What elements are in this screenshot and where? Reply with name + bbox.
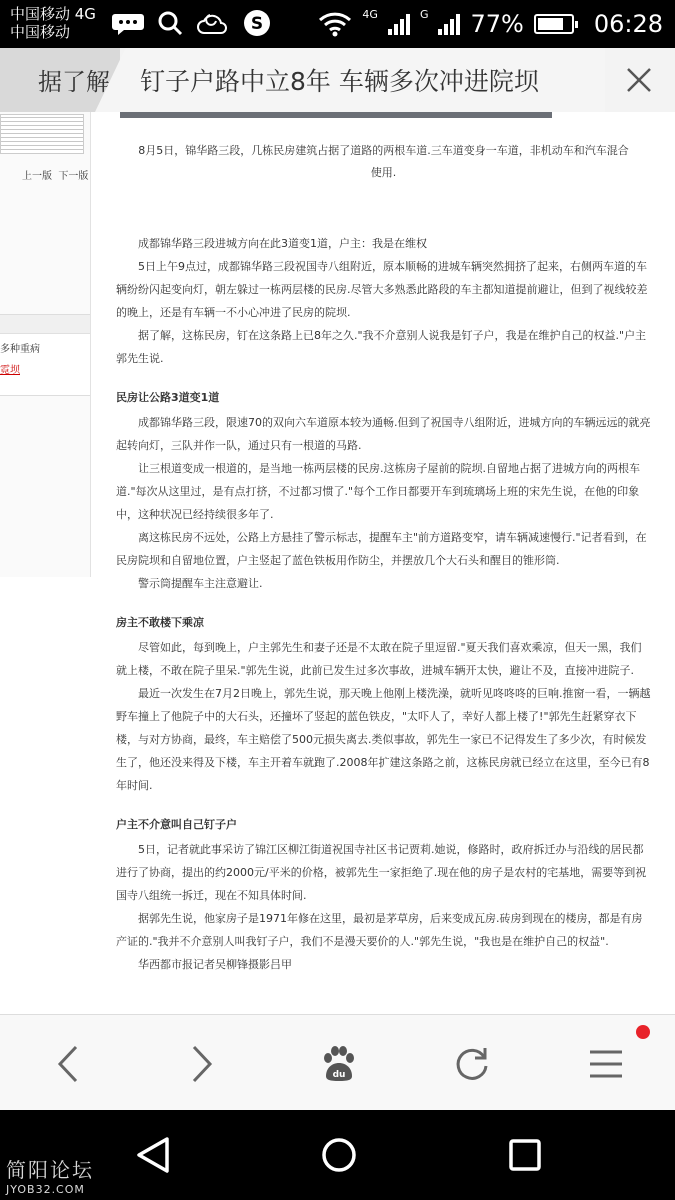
carrier-line-1: 中国移动 4G: [10, 5, 96, 23]
wifi-icon: [318, 11, 352, 37]
signal-label-g: G: [419, 7, 429, 21]
page-title: 钉子户路中立8年 车辆多次冲进院坝: [140, 67, 539, 96]
forum-watermark: [6, 1154, 94, 1196]
newspaper-thumbnail[interactable]: [0, 114, 84, 154]
left-rail: [0, 112, 91, 577]
watermark-title: 简阳论坛: [6, 1158, 94, 1182]
section-heading: 户主不介意叫自己钉子户: [116, 818, 237, 831]
related-box-header: [0, 315, 90, 334]
photo-caption: 8月5日，锦华路三段，几栋民房建筑占据了道路的两根车道.三车道变身一车道，非机动车和汽车混合使用.: [138, 144, 629, 179]
section-heading: 民房让公路3道变1道: [116, 391, 220, 404]
article-body: [116, 140, 651, 976]
system-home-icon[interactable]: [320, 1136, 358, 1174]
refresh-button[interactable]: [442, 1039, 502, 1089]
close-button[interactable]: [603, 48, 675, 112]
related-box: [0, 314, 90, 396]
back-arrow-icon: [56, 1044, 80, 1084]
battery-icon: [534, 14, 574, 34]
battery-percent: 77%: [470, 10, 524, 38]
watermark-url: JYOB32.COM: [6, 1183, 85, 1196]
refresh-icon: [453, 1045, 491, 1083]
notification-icons: [112, 8, 272, 38]
signal-bars-icon: [388, 13, 410, 35]
weather-icon: [196, 9, 230, 37]
carrier-line-2: 中国移动: [10, 23, 71, 41]
forward-arrow-icon: [190, 1044, 214, 1084]
article-paragraph: 尽管如此，每到晚上，户主郭先生和妻子还是不太敢在院子里逗留."夏天我们喜欢乘凉，但天一黑，我们就上楼，不敢在院子里呆."郭先生说，此前已发生过多次事故，进城车辆开太快，避让不及，直接冲进院子.: [116, 641, 642, 677]
article-paragraph: 警示筒提醒车主注意避让.: [138, 577, 263, 590]
article-paragraph: 成都锦华路三段进城方向在此3道变1道，户主：我是在维权: [138, 237, 427, 250]
system-recents-icon[interactable]: [508, 1138, 542, 1172]
next-page-link[interactable]: 下一版: [58, 171, 89, 182]
menu-button[interactable]: [576, 1039, 636, 1089]
article-paragraph: 据了解，这栋民房，钉在这条路上已8年之久."我不介意别人说我是钉子户，我是在维护自己的权益."户主郭先生说.: [116, 329, 647, 365]
article-paragraph: 离这栋民房不远处，公路上方悬挂了警示标志，提醒车主"前方道路变窄，请车辆减速慢行."记者看到，在民房院坝和自留地位置，户主竖起了蓝色铁板用作防尘，并摆放几个大石头和醒目的锥形筒.: [116, 531, 647, 567]
sogou-icon: [242, 8, 272, 38]
background-tab-title: 据了解: [38, 68, 110, 96]
status-right: [318, 0, 663, 48]
menu-icon: [588, 1049, 624, 1079]
pager: [22, 167, 88, 182]
signal-label-4g: 4G: [362, 7, 378, 21]
carrier-info: [10, 5, 96, 41]
android-nav-bar: [0, 1110, 675, 1200]
baidu-home-button[interactable]: [308, 1039, 368, 1089]
notification-dot: [636, 1025, 650, 1039]
clock: 06:28: [593, 10, 663, 38]
signal-bars-icon-2: [438, 13, 460, 35]
svg-text:S: S: [250, 14, 264, 34]
article-paragraph: 5日，记者就此事采访了锦江区柳江街道祝国寺社区书记贾莉.她说，修路时，政府拆迁办与沿线的居民都进行了协商，提出的约2000元/平米的价格，被郭先生一家拒绝了.现在他的房子是农村的宅基地，需要等到祝国寺八组统一拆迁，现在不知具体时间.: [116, 843, 647, 902]
search-icon: [156, 9, 184, 37]
page-content[interactable]: [0, 112, 675, 1014]
close-icon: [626, 67, 652, 93]
section-heading: 房主不敢楼下乘凉: [116, 616, 204, 629]
status-bar: [0, 0, 675, 48]
baidu-paw-icon: [318, 1044, 358, 1084]
article-paragraph: 让三根道变成一根道的，是当地一栋两层楼的民房.这栋房子屋前的院坝.自留地占据了进城方向的两根车道."每次从这里过，是有点打挤，不过都习惯了."每个工作日都要开车到琉璃场上班的宋先生说，在他的印象中，这种状况已经持续很多年了.: [116, 462, 640, 521]
related-item-link[interactable]: 霓坝: [0, 365, 20, 376]
svg-text:du: du: [332, 1070, 346, 1080]
back-button[interactable]: [38, 1039, 98, 1089]
article-paragraph: 据郭先生说，他家房子是1971年修在这里，最初是茅草房，后来变成瓦房.砖房到现在的楼房，都是有房产证的."我并不介意别人叫我钉子户，我们不是漫天要价的人."郭先生说，"我也是在维护自己的权益".: [116, 912, 643, 948]
article-paragraph: 最近一次发生在7月2日晚上，郭先生说，那天晚上他刚上楼洗澡，就听见咚咚咚的巨响.推窗一看，一辆越野车撞上了他院子中的大石头，还撞坏了竖起的蓝色铁皮，"太吓人了，幸好人都上楼了!"郭先生赶紧穿衣下楼，与对方协商，最终，车主赔偿了500元损失离去.类似事故，郭先生一家已不记得发生了多少次，有时候发生了，他还没来得及下楼，车主开着车就跑了.2008年扩建这条路之前，这栋民房就已经立在这里，至今已有8年时间.: [116, 687, 651, 792]
related-item[interactable]: 多种重病: [0, 344, 40, 355]
message-icon: [112, 10, 144, 36]
browser-title-bar: [0, 48, 675, 113]
article-paragraph: 5日上午9点过，成都锦华路三段祝国寺八组附近，原本顺畅的进城车辆突然拥挤了起来，右侧两车道的车辆纷纷闪起变向灯，朝左躲过一栋两层楼的民房.尽管大多熟悉此路段的车主都知道提前避让，但到了视线较差的晚上，还是有车辆一不小心冲进了民房的院坝.: [116, 260, 648, 319]
system-back-icon[interactable]: [135, 1136, 171, 1174]
article-paragraph: 成都锦华路三段，限速70的双向六车道原本较为通畅.但到了祝国寺八组附近，进城方向的车辆远远的就亮起转向灯，三队并作一队，通过只有一根道的马路.: [116, 416, 651, 452]
browser-toolbar: [0, 1014, 675, 1111]
article-byline: 华西都市报记者吴柳锋摄影吕甲: [138, 958, 292, 971]
photo-bottom-edge: [120, 112, 552, 118]
forward-button[interactable]: [172, 1039, 232, 1089]
prev-page-link[interactable]: 上一版: [22, 171, 52, 182]
